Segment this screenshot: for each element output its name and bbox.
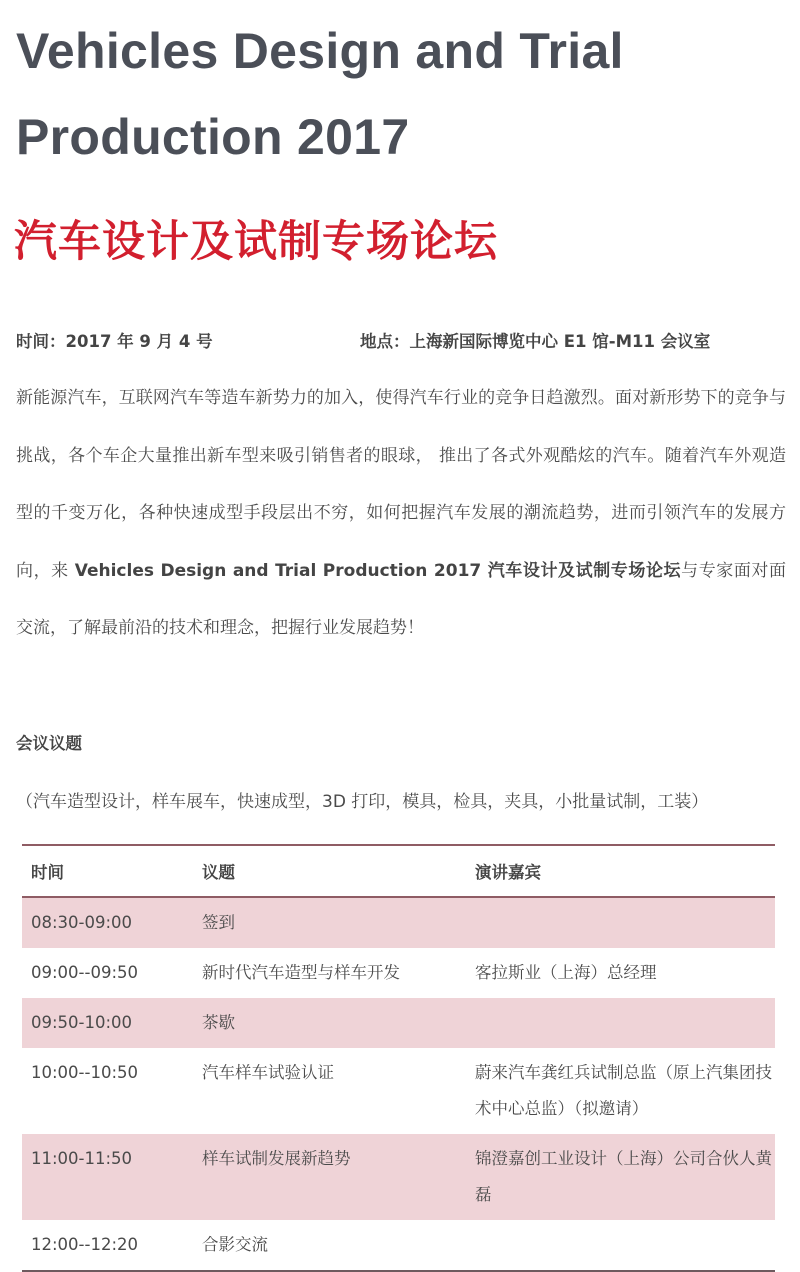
schedule-header-row [22, 845, 775, 897]
cell-speaker: 客拉斯业（上海）总经理 [475, 963, 657, 982]
table-row [22, 1134, 775, 1220]
col-header-topic: 议题 [193, 845, 466, 897]
table-row [22, 897, 775, 948]
cell-speaker: 蔚来汽车龚红兵试制总监（原上汽集团技术中心总监）（拟邀请） [475, 1063, 772, 1118]
intro-text-1: 新能源汽车，互联网汽车等造车新势力的加入，使得汽车行业的竞争日趋激烈。面对新形势下的竞争与挑战，各个车企大量推出新车型来吸引销售者的眼球， 推出了各式外观酷炫的汽车。随着汽车外观造型的千变万化，各种快速成型手段层出不穷，如何把握汽车发展的潮流趋势，进而引领汽车的发展方向，来 [16, 388, 786, 581]
cell-time: 08:30-09:00 [22, 897, 193, 948]
event-location: 地点：上海新国际博览中心 E1 馆-M11 会议室 [360, 332, 711, 351]
col-header-speaker: 演讲嘉宾 [466, 845, 775, 897]
table-row [22, 998, 775, 1048]
cell-speaker [466, 998, 775, 1048]
col-header-time: 时间 [22, 845, 193, 897]
table-row [22, 1048, 775, 1134]
cell-time: 11:00-11:50 [22, 1134, 193, 1220]
cell-topic: 茶歇 [193, 998, 466, 1048]
page-title-english: Vehicles Design and Trial Production 2017 [16, 23, 624, 165]
event-time: 时间：2017 年 9 月 4 号 [16, 332, 213, 351]
table-row [22, 1220, 775, 1271]
table-row [22, 948, 775, 998]
event-meta [16, 328, 796, 354]
cell-topic: 样车试制发展新趋势 [193, 1134, 466, 1220]
cell-topic: 签到 [193, 897, 466, 948]
agenda-topics: （汽车造型设计，样车展车，快速成型，3D 打印，模具，检具，夹具，小批量试制，工装） [16, 792, 709, 812]
intro-forum-name: Vehicles Design and Trial Production 2017 汽车设计及试制专场论坛 [74, 560, 682, 581]
cell-time: 09:50-10:00 [22, 998, 193, 1048]
cell-speaker [466, 897, 775, 948]
schedule-table [22, 844, 775, 1272]
cell-topic: 新时代汽车造型与样车开发 [202, 963, 400, 982]
cell-time: 12:00--12:20 [22, 1220, 193, 1271]
intro-paragraph [16, 370, 786, 658]
page-title-chinese: 汽车设计及试制专场论坛 [14, 217, 498, 267]
cell-topic: 汽车样车试验认证 [202, 1063, 334, 1082]
cell-speaker: 锦澄嘉创工业设计（上海）公司合伙人黄磊 [466, 1134, 775, 1220]
intro-text-2: 与专家面对面交流，了解最前沿的技术和理念，把握行业发展趋势！ [16, 560, 787, 638]
cell-time: 10:00--10:50 [31, 1063, 139, 1082]
cell-speaker [466, 1220, 775, 1271]
agenda-heading: 会议议题 [16, 734, 82, 753]
cell-time: 09:00--09:50 [31, 963, 139, 982]
cell-topic: 合影交流 [193, 1220, 466, 1271]
